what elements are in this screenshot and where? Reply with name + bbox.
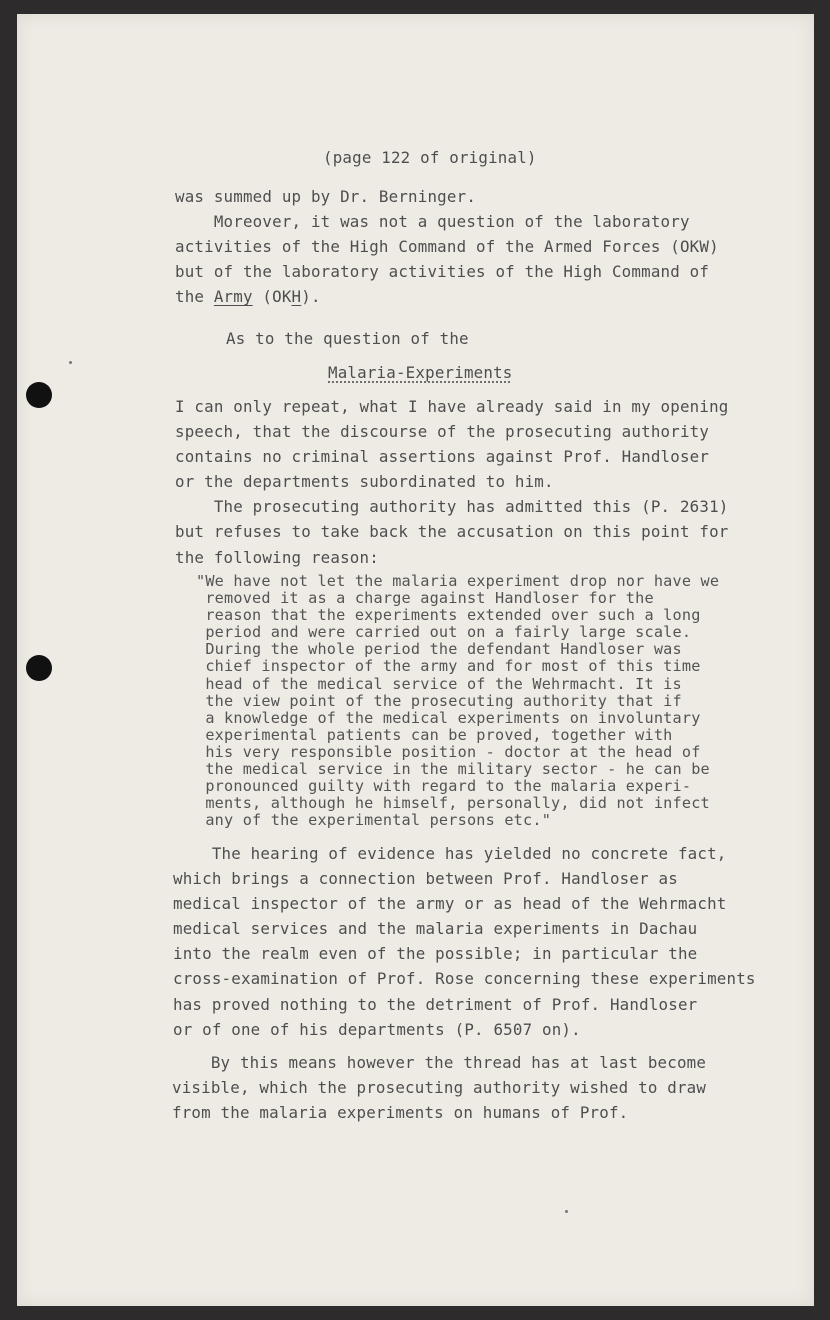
paragraph-evidence — [173, 841, 756, 1042]
text-line: The hearing of evidence has yielded no concrete fact, — [173, 844, 727, 863]
text-line: activities of the High Command of the Armed Forces (OKW) — [175, 237, 719, 257]
punch-hole — [26, 382, 52, 408]
quote-line: period and were carried out on a fairly large scale. — [196, 623, 692, 642]
text-line: I can only repeat, what I have already said in my opening — [175, 397, 729, 416]
text-line: but refuses to take back the accusation on this point for — [175, 522, 729, 542]
block-quote — [196, 573, 719, 829]
quote-line: chief inspector of the army and for most of this time — [196, 657, 701, 676]
text-line: the following reason: — [175, 547, 379, 567]
text-line: but of the laboratory activities of the High Command of — [175, 262, 710, 282]
punch-hole — [26, 655, 52, 681]
quote-line: pronounced guilty with regard to the malaria experi- — [196, 777, 692, 796]
underlined-h: H — [291, 287, 302, 307]
text-line: into the realm even of the possible; in particular the — [173, 944, 698, 964]
quote-line: During the whole period the defendant Handloser was — [196, 640, 682, 659]
quote-line: experimental patients can be proved, together with — [196, 725, 673, 744]
quote-line: head of the medical service of the Wehrmacht. It is — [196, 674, 682, 693]
text-line: has proved nothing to the detriment of Prof. Handloser — [173, 994, 698, 1014]
quote-line: ments, although he himself, personally, did not infect — [196, 794, 710, 813]
underlined-army: Army — [213, 287, 253, 307]
text-line: visible, which the prosecuting authority wished to draw — [172, 1078, 707, 1098]
section-heading: Malaria-Experiments — [328, 363, 513, 382]
text-line: was summed up by Dr. Berninger. — [175, 187, 477, 206]
paragraph-opening — [175, 184, 719, 309]
text-line: or of one of his departments (P. 6507 on). — [173, 1019, 581, 1039]
quote-line: his very responsible position - doctor at the head of — [196, 742, 701, 761]
page-header: (page 122 of original) — [323, 148, 537, 167]
heading-intro: As to the question of the — [226, 329, 469, 348]
quote-line: reason that the experiments extended over such a long — [196, 606, 701, 625]
text-line: By this means however the thread has at last become — [172, 1053, 707, 1072]
text-line: cross-examination of Prof. Rose concerning these experiments — [173, 969, 756, 989]
text-line: speech, that the discourse of the prosecuting authority — [175, 422, 710, 442]
text-line: medical services and the malaria experiments in Dachau — [173, 919, 698, 939]
text-line: Moreover, it was not a question of the laboratory — [175, 212, 690, 232]
paragraph-thread — [172, 1050, 706, 1125]
quote-line: the view point of the prosecuting authority that if — [196, 691, 682, 710]
paper-speck — [69, 361, 72, 364]
text-line: medical inspector of the army or as head of the Wehrmacht — [173, 894, 727, 914]
quote-line: the medical service in the military sector - he can be — [196, 760, 710, 779]
quote-line: any of the experimental persons etc." — [196, 811, 552, 830]
text-line: The prosecuting authority has admitted this (P. 2631) — [175, 497, 729, 517]
text-line: or the departments subordinated to him. — [175, 472, 554, 492]
paragraph-malaria — [175, 394, 729, 570]
paper-speck — [565, 1210, 568, 1213]
text-line: which brings a connection between Prof. Handloser as — [173, 869, 678, 889]
quote-line: a knowledge of the medical experiments on involuntary — [196, 708, 701, 727]
text-line: from the malaria experiments on humans of Prof. — [172, 1103, 629, 1123]
text-line: contains no criminal assertions against Prof. Handloser — [175, 447, 710, 467]
quote-line: removed it as a charge against Handloser for the — [196, 589, 654, 608]
text-line: the Army (OKH). — [175, 287, 321, 307]
quote-line: "We have not let the malaria experiment drop nor have we — [196, 572, 720, 590]
